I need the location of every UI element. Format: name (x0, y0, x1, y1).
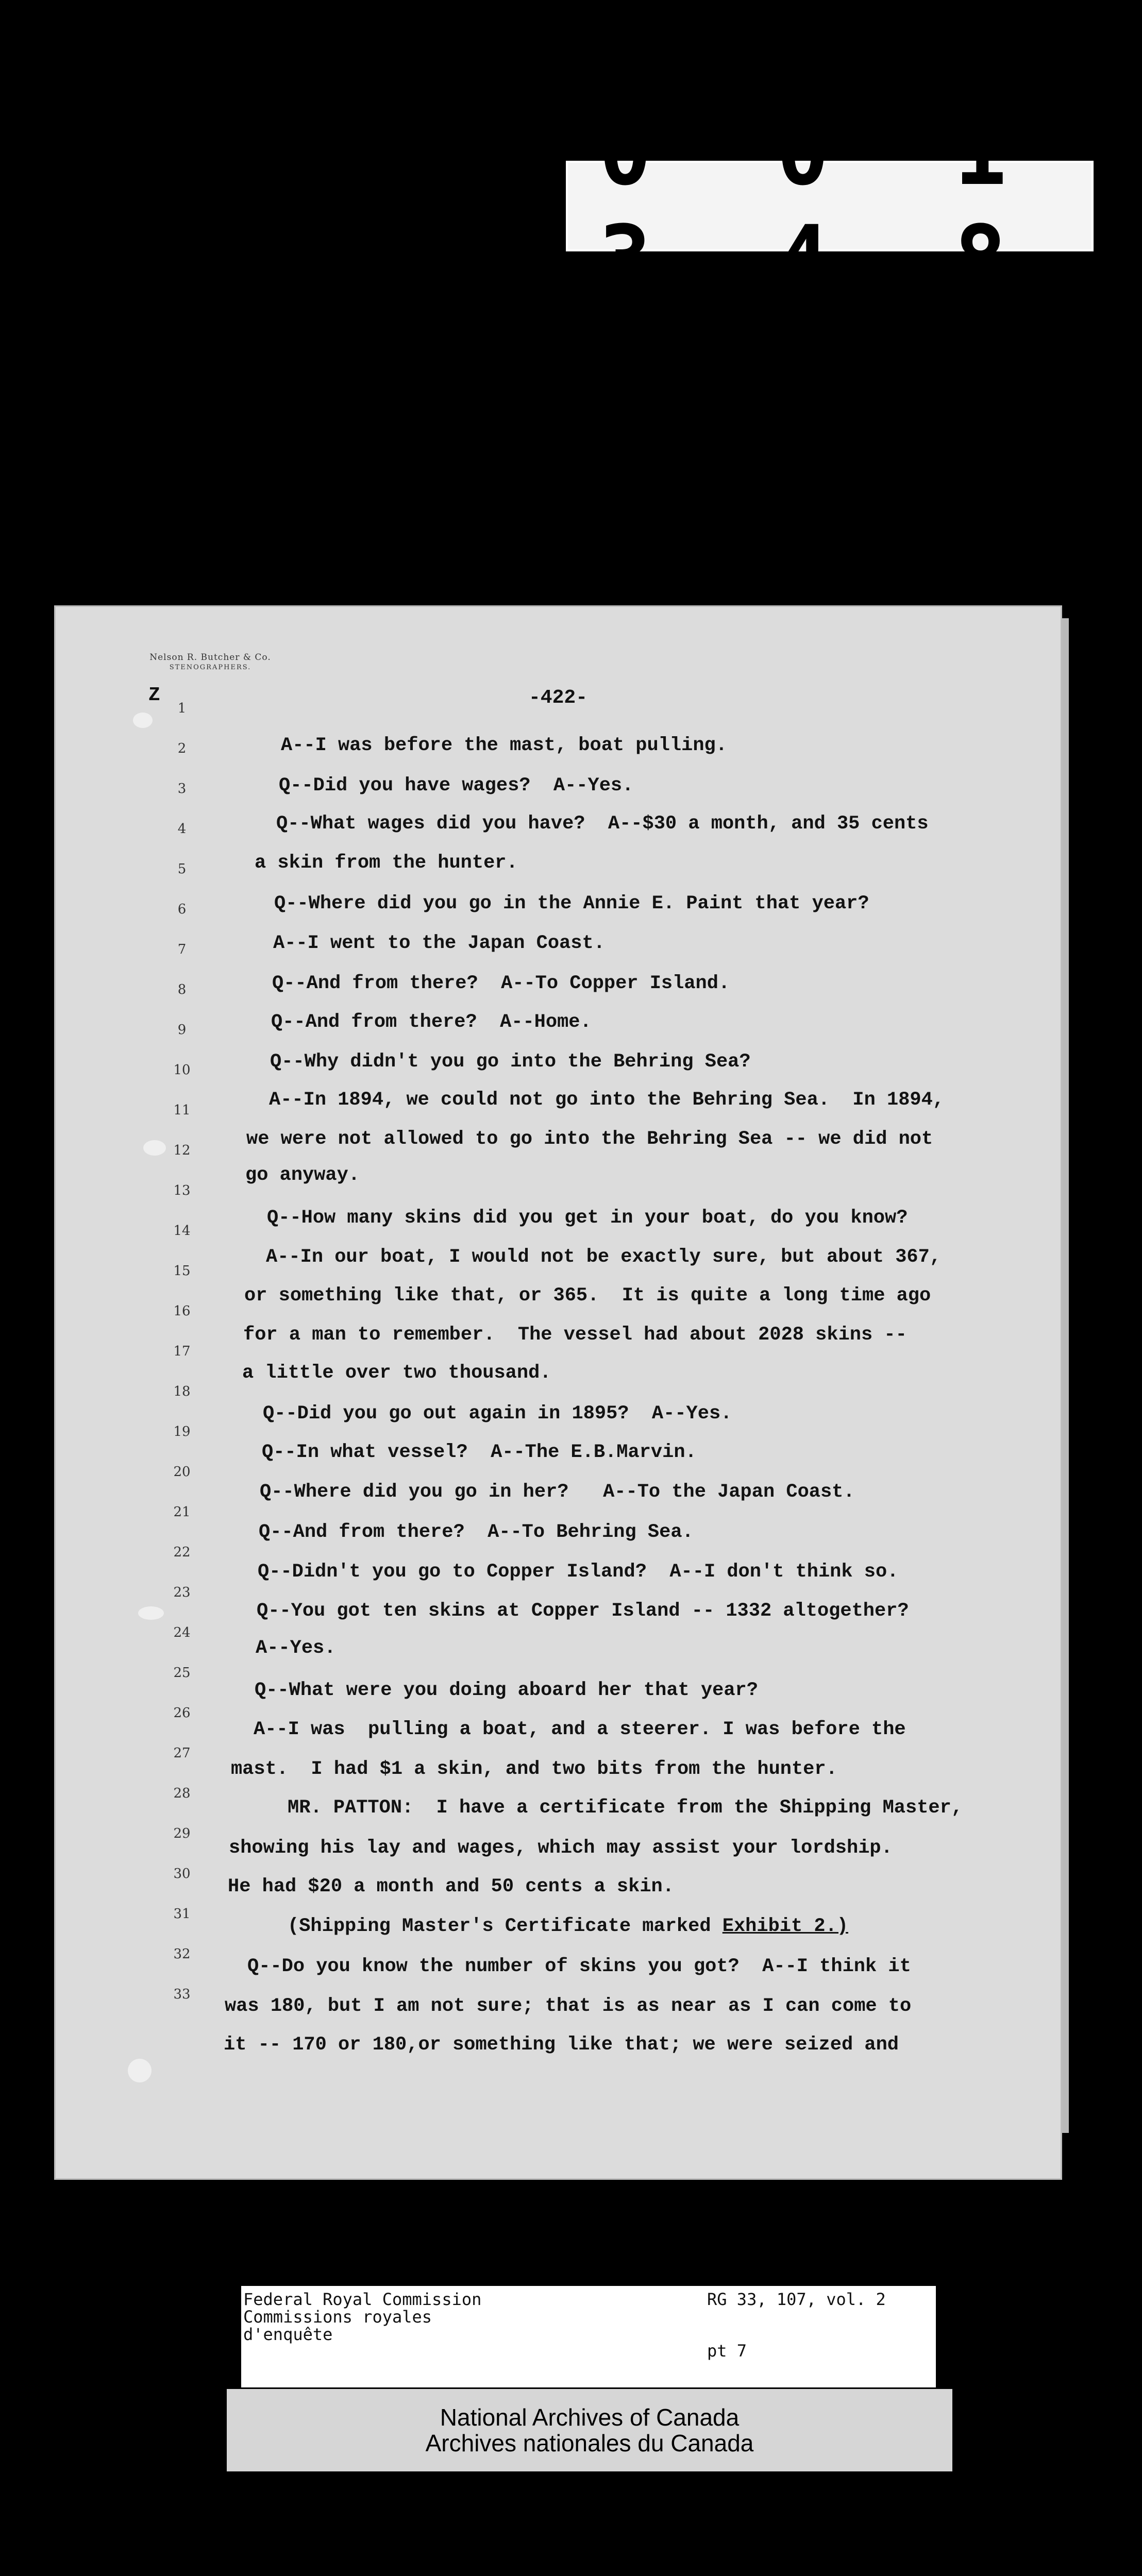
exhibit-note (288, 1916, 848, 1937)
line-number: 28 (173, 1786, 191, 1801)
text-line: A--Yes. (256, 1637, 336, 1659)
text-line: go anyway. (245, 1164, 360, 1186)
line-number: 3 (177, 781, 187, 796)
text-line: Q--Where did you go in her? A--To the Japan Coast. (260, 1481, 855, 1503)
line-number: 8 (177, 982, 187, 997)
line-number: 29 (173, 1826, 191, 1841)
line-number: 9 (177, 1022, 187, 1038)
text-line: Q--Do you know the number of skins you got? A--I think it (247, 1956, 911, 1977)
frame-number: 0 0 1 3 4 8 (599, 99, 1043, 313)
catalog-title-french: Commissions royales (243, 2307, 432, 2327)
line-number: 30 (173, 1866, 191, 1882)
text-line: mast. I had $1 a skin, and two bits from the hunter. (231, 1758, 837, 1780)
line-number: 12 (173, 1143, 191, 1158)
line-number: 4 (177, 821, 187, 837)
line-number: 16 (173, 1303, 191, 1319)
archive-name-english: National Archives of Canada (440, 2404, 740, 2431)
exhibit-reference: Exhibit 2.) (722, 1916, 848, 1937)
text-line: Q--And from there? A--To Copper Island. (272, 973, 730, 994)
letterhead-subtitle: STENOGRAPHERS. (169, 664, 251, 671)
line-number: 11 (173, 1103, 191, 1118)
exhibit-note-text: (Shipping Master's Certificate marked (288, 1916, 723, 1937)
catalog-label (241, 2286, 936, 2387)
line-number: 23 (173, 1585, 191, 1600)
frame-number-label (566, 99, 1094, 313)
text-line: A--In our boat, I would not be exactly sure, but about 367, (266, 1246, 942, 1268)
line-number: 33 (173, 1987, 191, 2002)
text-line: Q--In what vessel? A--The E.B.Marvin. (262, 1442, 697, 1463)
text-line: He had $20 a month and 50 cents a skin. (228, 1876, 674, 1897)
line-number: 5 (177, 861, 187, 877)
line-number: 2 (177, 741, 187, 756)
text-line: Q--And from there? A--Home. (271, 1011, 592, 1033)
text-line: Q--What were you doing aboard her that year? (255, 1680, 758, 1701)
text-line: A--I was pulling a boat, and a steerer. I was before the (254, 1719, 906, 1740)
text-line: for a man to remember. The vessel had about 2028 skins -- (243, 1324, 907, 1346)
line-number: 22 (173, 1545, 191, 1560)
line-number: 26 (173, 1705, 191, 1721)
text-line: Q--Did you go out again in 1895? A--Yes. (263, 1403, 732, 1425)
text-line: a little over two thousand. (242, 1362, 551, 1384)
line-number: 20 (173, 1464, 191, 1480)
text-line: or something like that, or 365. It is quite a long time ago (244, 1285, 931, 1307)
text-line: A--I was before the mast, boat pulling. (281, 735, 727, 756)
line-number: 13 (173, 1183, 191, 1198)
margin-mark: Z (148, 684, 160, 706)
line-number: 17 (173, 1344, 191, 1359)
text-line: showing his lay and wages, which may assist your lordship. (229, 1837, 893, 1859)
text-line: Q--Didn't you go to Copper Island? A--I don't think so. (258, 1561, 899, 1583)
line-number: 1 (177, 701, 187, 716)
text-line: MR. PATTON: I have a certificate from the Shipping Master, (288, 1797, 963, 1819)
text-line: Q--How many skins did you get in your boat, do you know? (267, 1207, 908, 1229)
document-page (56, 607, 1061, 2178)
transcript-body (56, 607, 1061, 2178)
catalog-reference: RG 33, 107, vol. 2 (707, 2290, 886, 2309)
line-number: 6 (177, 902, 187, 917)
line-number: 15 (173, 1263, 191, 1279)
text-line: Q--Where did you go in the Annie E. Paint that year? (274, 893, 869, 914)
letterhead-name: Nelson R. Butcher & Co. (149, 652, 271, 663)
text-line: Q--Why didn't you go into the Behring Sea? (270, 1051, 751, 1073)
catalog-title-french-2: d'enquête (243, 2325, 333, 2344)
line-number: 31 (173, 1906, 191, 1922)
text-line: Q--Did you have wages? A--Yes. (279, 775, 634, 796)
text-line: Q--And from there? A--To Behring Sea. (259, 1521, 694, 1543)
text-line: A--I went to the Japan Coast. (273, 933, 605, 954)
archive-label (227, 2389, 952, 2471)
text-line: was 180, but I am not sure; that is as near as I can come to (225, 1995, 912, 2017)
line-number: 10 (173, 1062, 191, 1078)
text-line: we were not allowed to go into the Behring Sea -- we did not (246, 1128, 933, 1150)
page-number: -422- (528, 687, 588, 709)
line-number: 25 (173, 1665, 191, 1681)
text-line: a skin from the hunter. (255, 852, 518, 874)
line-number: 21 (173, 1504, 191, 1520)
text-line: Q--You got ten skins at Copper Island -- 1332 altogether? (257, 1600, 909, 1622)
text-line: A--In 1894, we could not go into the Behring Sea. In 1894, (269, 1089, 945, 1111)
text-line: Q--What wages did you have? A--$30 a month, and 35 cents (276, 813, 929, 835)
line-number: 7 (177, 942, 187, 957)
line-number: 24 (173, 1625, 191, 1640)
text-line: it -- 170 or 180,or something like that; we were seized and (224, 2034, 899, 2056)
line-number: 14 (173, 1223, 191, 1239)
catalog-part: pt 7 (707, 2341, 747, 2361)
catalog-title-english: Federal Royal Commission (243, 2290, 482, 2309)
archive-name-french: Archives nationales du Canada (425, 2430, 754, 2456)
line-number: 32 (173, 1946, 191, 1962)
line-number: 19 (173, 1424, 191, 1439)
line-number: 18 (173, 1384, 191, 1399)
line-number: 27 (173, 1745, 191, 1761)
